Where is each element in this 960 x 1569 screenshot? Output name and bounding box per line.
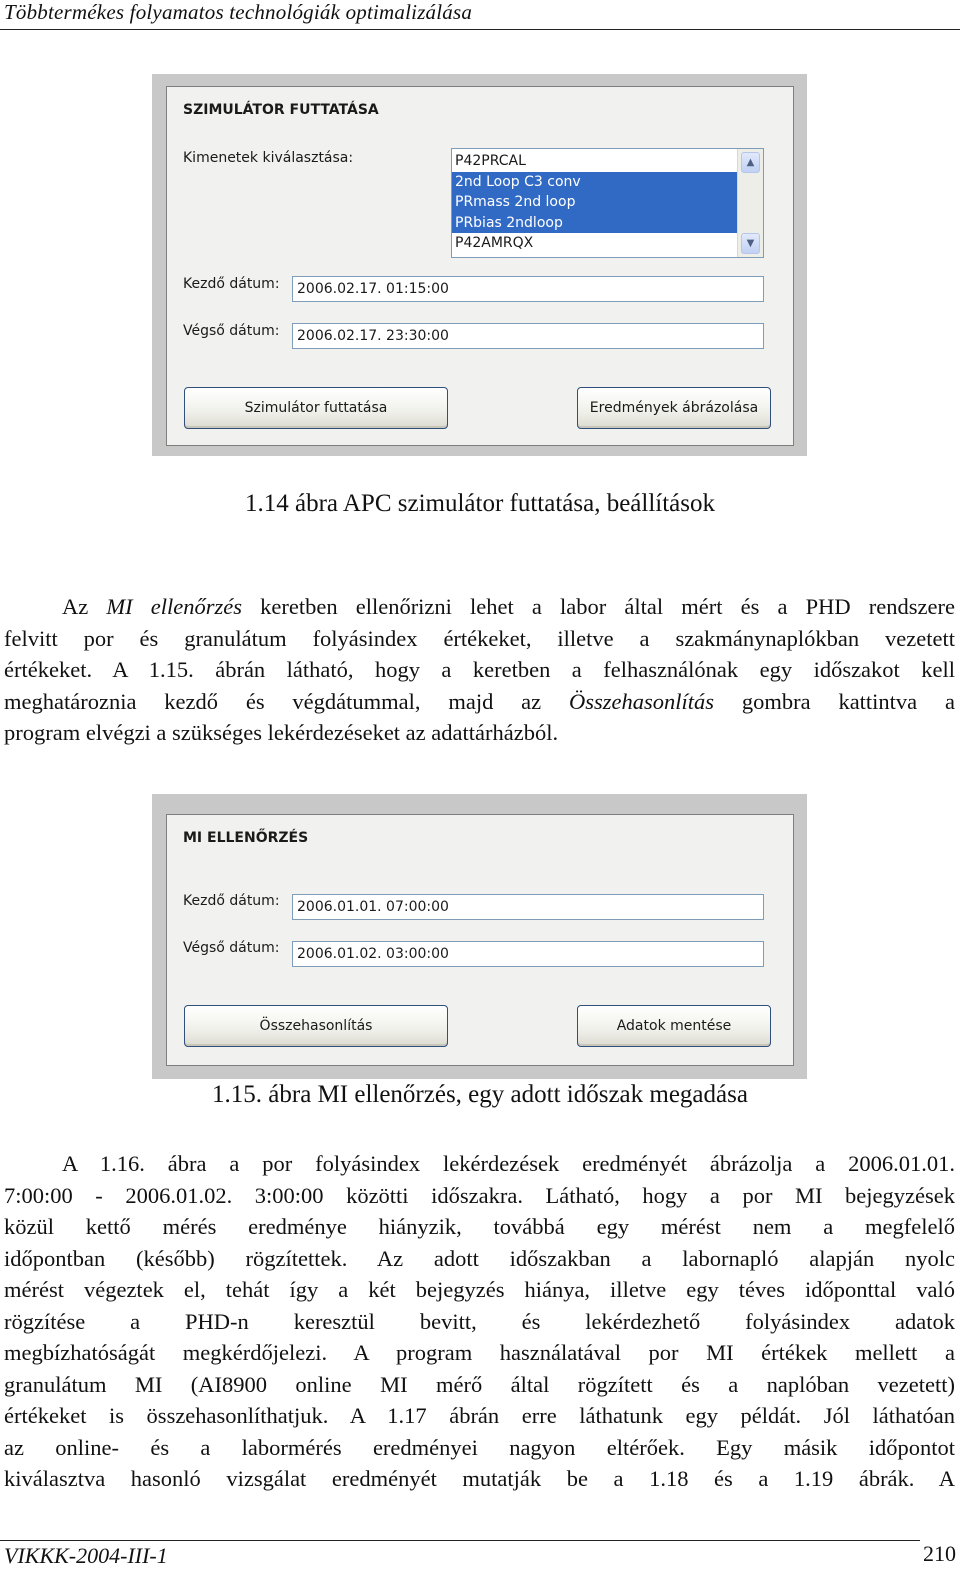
text-run: értékeket. A 1.15. ábrán látható, hogy a keretben a felhasználónak egy időszakot kell — [4, 657, 955, 682]
emphasis: Összehasonlítás — [569, 688, 715, 714]
emphasis: MI ellenőrzés — [106, 594, 242, 619]
text-line — [4, 623, 955, 655]
text-line: rögzítése a PHD-n keresztül bevitt, és lekérdezhető folyásindex adatok — [4, 1308, 955, 1334]
text-run: gombra kattintva a — [714, 688, 955, 714]
save-data-button[interactable]: Adatok mentése — [577, 1005, 771, 1047]
end-date-input[interactable]: 2006.01.02. 03:00:00 — [292, 941, 764, 967]
mi-check-panel — [166, 814, 794, 1066]
start-date-input[interactable]: 2006.02.17. 01:15:00 — [292, 276, 764, 302]
run-simulator-button[interactable]: Szimulátor futtatása — [184, 387, 448, 429]
list-item[interactable]: 2nd Loop C3 conv — [452, 172, 738, 193]
text-run: keretben ellenőrizni lehet a labor által mért és a PHD rendszere — [241, 594, 955, 619]
text-line: közül kettő mérés eredménye hiányzik, továbbá egy mérést nem a megfelelő — [4, 1214, 955, 1239]
text-line: A 1.16. ábra a por folyásindex lekérdezések eredményét ábrázolja a 2006.01.01. — [62, 1151, 955, 1176]
end-date-input[interactable]: 2006.02.17. 23:30:00 — [292, 323, 764, 349]
outputs-list-items — [452, 151, 738, 254]
list-item[interactable]: P42PRCAL — [455, 153, 526, 169]
figure-caption-1-14: 1.14 ábra APC szimulátor futtatása, beállítások — [244, 490, 716, 517]
compare-button[interactable]: Összehasonlítás — [184, 1005, 448, 1047]
start-date-label: Kezdő dátum: — [183, 893, 280, 909]
text-line: az online- és a labormérés eredményei nagyon eltérőek. Egy másik időpontot — [4, 1434, 955, 1460]
text-line: granulátum MI (AI8900 online MI mérő által rögzített és a naplóban vezetett) — [4, 1371, 955, 1397]
figure-caption-1-15: 1.15. ábra MI ellenőrzés, egy adott időszak megadása — [212, 1081, 748, 1108]
outputs-listbox[interactable] — [451, 148, 764, 258]
paragraph-results — [4, 1148, 955, 1495]
simulator-panel — [166, 86, 794, 446]
text-line: mérést végeztek el, tehát így a két bejegyzés hiánya, illetve egy téves időponttal való — [4, 1277, 955, 1302]
text-line: megbízhatóságát megkérdőjelezi. A program használatával por MI értékek mellett a — [4, 1340, 955, 1365]
text-line — [4, 686, 955, 718]
list-item[interactable]: PRbias 2ndloop — [452, 213, 738, 234]
plot-results-button[interactable]: Eredmények ábrázolása — [577, 387, 771, 429]
text-line: 7:00:00 - 2006.01.02. 3:00:00 közötti időszakra. Látható, hogy a por MI bejegyzések — [4, 1182, 955, 1208]
list-item[interactable]: P42AMRQX — [455, 235, 534, 251]
text-run: meghatároznia kezdő és végdátummal, majd az — [4, 688, 569, 714]
figure-simulator — [152, 74, 807, 456]
text-line: értékeket is összehasonlíthatjuk. A 1.17 ábrán erre láthatunk egy példát. Jól láthatóan — [4, 1403, 955, 1428]
footer-project-id: VIKKK-2004-III-1 — [4, 1543, 168, 1568]
text-run: program elvégzi a szükséges lekérdezéseket az adattárházból. — [4, 720, 559, 745]
listbox-scrollbar[interactable] — [737, 149, 763, 257]
scroll-down-icon[interactable]: ▼ — [741, 233, 760, 254]
text-line — [4, 591, 955, 623]
end-date-label: Végső dátum: — [183, 940, 280, 956]
text-run: felvitt por és granulátum folyásindex értékeket, illetve a szakmánynaplókban vezetett — [4, 625, 955, 651]
text-line — [4, 717, 955, 749]
outputs-label: Kimenetek kiválasztása: — [183, 150, 354, 166]
scroll-up-icon[interactable]: ▲ — [741, 152, 760, 173]
header-rule — [0, 29, 960, 30]
page-number: 210 — [923, 1541, 956, 1566]
text-line: időpontban (később) rögzítettek. Az adott időszakban a labornapló alapján nyolc — [4, 1245, 955, 1271]
list-item[interactable]: PRmass 2nd loop — [452, 192, 738, 213]
start-date-label: Kezdő dátum: — [183, 276, 280, 292]
text-run: Az — [62, 594, 107, 619]
figure-mi-check — [152, 794, 807, 1079]
end-date-label: Végső dátum: — [183, 323, 280, 339]
panel-title: SZIMULÁTOR FUTTATÁSA — [183, 102, 379, 118]
text-line — [4, 654, 955, 686]
start-date-input[interactable]: 2006.01.01. 07:00:00 — [292, 894, 764, 920]
text-line: kiválasztva hasonló vizsgálat eredményét mutatják be a 1.18 és a 1.19 ábrák. A — [4, 1466, 955, 1491]
running-header: Többtermékes folyamatos technológiák optimalizálása — [4, 0, 473, 24]
panel-title: MI ELLENŐRZÉS — [183, 830, 309, 846]
paragraph-mi-check — [4, 591, 955, 749]
footer-rule — [0, 1540, 920, 1541]
